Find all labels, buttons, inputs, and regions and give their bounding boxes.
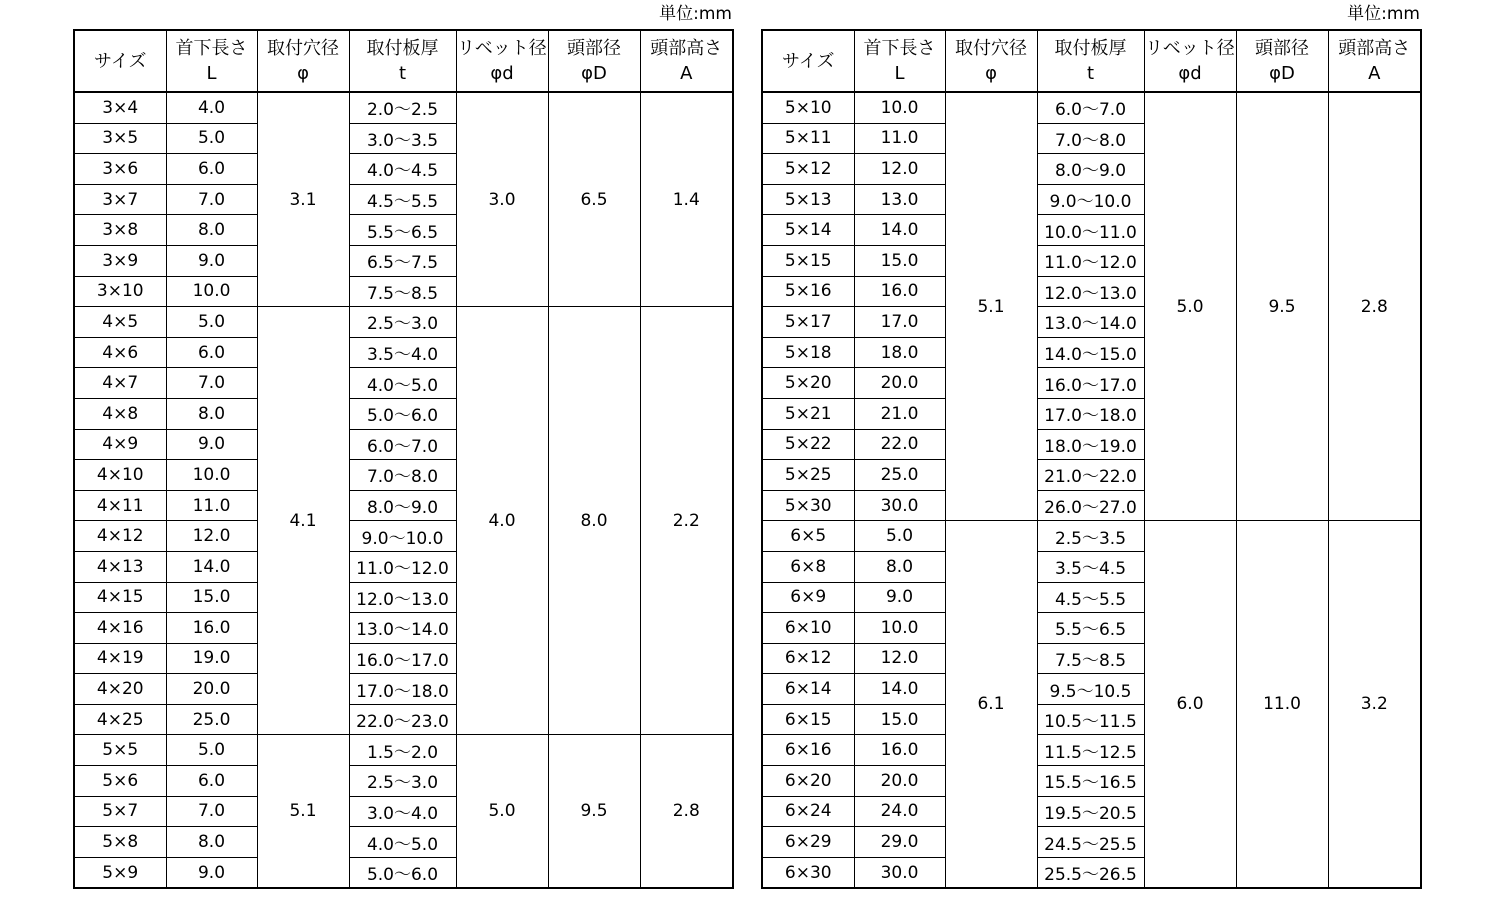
- plate-thickness-cell: 10.0〜11.0: [1037, 215, 1144, 246]
- header-rivet-diameter: リベット径 φd: [456, 30, 548, 92]
- plate-thickness-cell: 11.0〜12.0: [349, 551, 456, 582]
- length-cell: 12.0: [854, 643, 945, 674]
- head-diameter-cell: 6.5: [548, 92, 640, 307]
- plate-thickness-cell: 2.5〜3.0: [349, 307, 456, 338]
- length-cell: 7.0: [166, 368, 257, 399]
- size-cell: 4×11: [74, 490, 166, 521]
- size-cell: 5×5: [74, 735, 166, 766]
- header-plate-thickness: 取付板厚 t: [349, 30, 456, 92]
- length-cell: 5.0: [166, 307, 257, 338]
- size-cell: 5×8: [74, 827, 166, 858]
- size-cell: 3×4: [74, 92, 166, 123]
- length-cell: 14.0: [854, 215, 945, 246]
- plate-thickness-cell: 11.0〜12.0: [1037, 245, 1144, 276]
- size-cell: 6×29: [762, 827, 854, 858]
- length-cell: 15.0: [854, 245, 945, 276]
- size-cell: 3×6: [74, 154, 166, 185]
- size-cell: 5×18: [762, 337, 854, 368]
- length-cell: 10.0: [854, 613, 945, 644]
- size-cell: 5×10: [762, 92, 854, 123]
- size-cell: 5×14: [762, 215, 854, 246]
- header-size: サイズ: [762, 30, 854, 92]
- length-cell: 13.0: [854, 184, 945, 215]
- length-cell: 7.0: [166, 796, 257, 827]
- length-cell: 12.0: [166, 521, 257, 552]
- plate-thickness-cell: 3.5〜4.0: [349, 337, 456, 368]
- unit-label: 単位:mm: [1347, 4, 1420, 24]
- plate-thickness-cell: 10.5〜11.5: [1037, 704, 1144, 735]
- plate-thickness-cell: 19.5〜20.5: [1037, 796, 1144, 827]
- size-cell: 4×25: [74, 704, 166, 735]
- length-cell: 24.0: [854, 796, 945, 827]
- length-cell: 15.0: [166, 582, 257, 613]
- plate-thickness-cell: 2.5〜3.5: [1037, 521, 1144, 552]
- length-cell: 5.0: [166, 735, 257, 766]
- plate-thickness-cell: 14.0〜15.0: [1037, 337, 1144, 368]
- length-cell: 19.0: [166, 643, 257, 674]
- size-cell: 4×15: [74, 582, 166, 613]
- plate-thickness-cell: 7.0〜8.0: [349, 460, 456, 491]
- size-cell: 5×16: [762, 276, 854, 307]
- table-row: [762, 521, 1421, 552]
- size-cell: 4×7: [74, 368, 166, 399]
- plate-thickness-cell: 16.0〜17.0: [1037, 368, 1144, 399]
- plate-thickness-cell: 24.5〜25.5: [1037, 827, 1144, 858]
- size-cell: 4×5: [74, 307, 166, 338]
- length-cell: 5.0: [854, 521, 945, 552]
- size-cell: 4×12: [74, 521, 166, 552]
- length-cell: 25.0: [854, 460, 945, 491]
- header-size: サイズ: [74, 30, 166, 92]
- rivet-diameter-cell: 5.0: [456, 735, 548, 888]
- size-cell: 6×30: [762, 857, 854, 888]
- plate-thickness-cell: 6.0〜7.0: [349, 429, 456, 460]
- table-row: [762, 92, 1421, 123]
- header-head-diameter: 頭部径 φD: [1236, 30, 1328, 92]
- size-cell: 4×20: [74, 674, 166, 705]
- head-height-cell: 3.2: [1328, 521, 1421, 889]
- length-cell: 9.0: [166, 429, 257, 460]
- length-cell: 10.0: [166, 276, 257, 307]
- header-head-height: 頭部高さ A: [1328, 30, 1421, 92]
- size-cell: 5×7: [74, 796, 166, 827]
- length-cell: 9.0: [854, 582, 945, 613]
- hole-diameter-cell: 3.1: [257, 92, 349, 307]
- hole-diameter-cell: 4.1: [257, 307, 349, 735]
- head-height-cell: 2.8: [640, 735, 733, 888]
- table-row: [74, 735, 733, 766]
- size-cell: 5×20: [762, 368, 854, 399]
- size-cell: 6×10: [762, 613, 854, 644]
- size-cell: 5×22: [762, 429, 854, 460]
- spec-table-left: [73, 29, 734, 889]
- length-cell: 16.0: [166, 613, 257, 644]
- length-cell: 10.0: [166, 460, 257, 491]
- length-cell: 20.0: [166, 674, 257, 705]
- size-cell: 4×10: [74, 460, 166, 491]
- length-cell: 11.0: [166, 490, 257, 521]
- size-cell: 4×8: [74, 398, 166, 429]
- size-cell: 5×15: [762, 245, 854, 276]
- length-cell: 9.0: [166, 245, 257, 276]
- header-hole-diameter: 取付穴径 φ: [257, 30, 349, 92]
- plate-thickness-cell: 18.0〜19.0: [1037, 429, 1144, 460]
- plate-thickness-cell: 3.0〜3.5: [349, 123, 456, 154]
- length-cell: 8.0: [166, 827, 257, 858]
- unit-label: 単位:mm: [659, 4, 732, 24]
- plate-thickness-cell: 17.0〜18.0: [349, 674, 456, 705]
- length-cell: 16.0: [854, 735, 945, 766]
- size-cell: 5×25: [762, 460, 854, 491]
- size-cell: 6×12: [762, 643, 854, 674]
- size-cell: 5×17: [762, 307, 854, 338]
- size-cell: 5×12: [762, 154, 854, 185]
- size-cell: 6×15: [762, 704, 854, 735]
- plate-thickness-cell: 17.0〜18.0: [1037, 398, 1144, 429]
- plate-thickness-cell: 3.0〜4.0: [349, 796, 456, 827]
- length-cell: 16.0: [854, 276, 945, 307]
- spec-table-right: [761, 29, 1422, 889]
- plate-thickness-cell: 4.0〜5.0: [349, 827, 456, 858]
- size-cell: 6×16: [762, 735, 854, 766]
- hole-diameter-cell: 5.1: [257, 735, 349, 888]
- plate-thickness-cell: 13.0〜14.0: [349, 613, 456, 644]
- length-cell: 29.0: [854, 827, 945, 858]
- size-cell: 5×13: [762, 184, 854, 215]
- plate-thickness-cell: 7.5〜8.5: [349, 276, 456, 307]
- header-length: 首下長さ L: [854, 30, 945, 92]
- size-cell: 3×7: [74, 184, 166, 215]
- head-diameter-cell: 9.5: [1236, 92, 1328, 521]
- size-cell: 4×9: [74, 429, 166, 460]
- length-cell: 14.0: [854, 674, 945, 705]
- length-cell: 6.0: [166, 154, 257, 185]
- plate-thickness-cell: 15.5〜16.5: [1037, 766, 1144, 797]
- plate-thickness-cell: 5.0〜6.0: [349, 857, 456, 888]
- size-cell: 3×8: [74, 215, 166, 246]
- plate-thickness-cell: 8.0〜9.0: [349, 490, 456, 521]
- size-cell: 6×20: [762, 766, 854, 797]
- size-cell: 5×30: [762, 490, 854, 521]
- plate-thickness-cell: 22.0〜23.0: [349, 704, 456, 735]
- plate-thickness-cell: 4.5〜5.5: [349, 184, 456, 215]
- size-cell: 3×10: [74, 276, 166, 307]
- table-row: [74, 92, 733, 123]
- length-cell: 8.0: [166, 398, 257, 429]
- length-cell: 25.0: [166, 704, 257, 735]
- size-cell: 3×9: [74, 245, 166, 276]
- header-plate-thickness: 取付板厚 t: [1037, 30, 1144, 92]
- plate-thickness-cell: 9.0〜10.0: [1037, 184, 1144, 215]
- table-row: [74, 307, 733, 338]
- plate-thickness-cell: 4.5〜5.5: [1037, 582, 1144, 613]
- header-length: 首下長さ L: [166, 30, 257, 92]
- length-cell: 10.0: [854, 92, 945, 123]
- header-row: [74, 30, 733, 92]
- head-diameter-cell: 9.5: [548, 735, 640, 888]
- size-cell: 5×11: [762, 123, 854, 154]
- length-cell: 20.0: [854, 368, 945, 399]
- plate-thickness-cell: 3.5〜4.5: [1037, 551, 1144, 582]
- length-cell: 4.0: [166, 92, 257, 123]
- size-cell: 4×16: [74, 613, 166, 644]
- plate-thickness-cell: 5.0〜6.0: [349, 398, 456, 429]
- head-diameter-cell: 8.0: [548, 307, 640, 735]
- plate-thickness-cell: 5.5〜6.5: [349, 215, 456, 246]
- length-cell: 18.0: [854, 337, 945, 368]
- hole-diameter-cell: 6.1: [945, 521, 1037, 889]
- length-cell: 12.0: [854, 154, 945, 185]
- rivet-diameter-cell: 4.0: [456, 307, 548, 735]
- length-cell: 21.0: [854, 398, 945, 429]
- size-cell: 5×6: [74, 766, 166, 797]
- size-cell: 6×14: [762, 674, 854, 705]
- plate-thickness-cell: 26.0〜27.0: [1037, 490, 1144, 521]
- size-cell: 5×9: [74, 857, 166, 888]
- plate-thickness-cell: 6.0〜7.0: [1037, 92, 1144, 123]
- head-height-cell: 2.2: [640, 307, 733, 735]
- plate-thickness-cell: 25.5〜26.5: [1037, 857, 1144, 888]
- plate-thickness-cell: 6.5〜7.5: [349, 245, 456, 276]
- length-cell: 9.0: [166, 857, 257, 888]
- plate-thickness-cell: 1.5〜2.0: [349, 735, 456, 766]
- length-cell: 22.0: [854, 429, 945, 460]
- length-cell: 17.0: [854, 307, 945, 338]
- size-cell: 5×21: [762, 398, 854, 429]
- plate-thickness-cell: 2.5〜3.0: [349, 766, 456, 797]
- length-cell: 15.0: [854, 704, 945, 735]
- plate-thickness-cell: 2.0〜2.5: [349, 92, 456, 123]
- plate-thickness-cell: 5.5〜6.5: [1037, 613, 1144, 644]
- size-cell: 4×13: [74, 551, 166, 582]
- length-cell: 30.0: [854, 490, 945, 521]
- rivet-diameter-cell: 5.0: [1144, 92, 1236, 521]
- length-cell: 8.0: [854, 551, 945, 582]
- header-head-diameter: 頭部径 φD: [548, 30, 640, 92]
- length-cell: 14.0: [166, 551, 257, 582]
- header-hole-diameter: 取付穴径 φ: [945, 30, 1037, 92]
- length-cell: 6.0: [166, 766, 257, 797]
- plate-thickness-cell: 12.0〜13.0: [349, 582, 456, 613]
- rivet-diameter-cell: 6.0: [1144, 521, 1236, 889]
- length-cell: 20.0: [854, 766, 945, 797]
- length-cell: 8.0: [166, 215, 257, 246]
- plate-thickness-cell: 8.0〜9.0: [1037, 154, 1144, 185]
- size-cell: 6×9: [762, 582, 854, 613]
- size-cell: 4×6: [74, 337, 166, 368]
- head-height-cell: 1.4: [640, 92, 733, 307]
- size-cell: 6×5: [762, 521, 854, 552]
- plate-thickness-cell: 9.0〜10.0: [349, 521, 456, 552]
- plate-thickness-cell: 7.5〜8.5: [1037, 643, 1144, 674]
- size-cell: 3×5: [74, 123, 166, 154]
- rivet-diameter-cell: 3.0: [456, 92, 548, 307]
- length-cell: 30.0: [854, 857, 945, 888]
- size-cell: 6×24: [762, 796, 854, 827]
- plate-thickness-cell: 21.0〜22.0: [1037, 460, 1144, 491]
- head-height-cell: 2.8: [1328, 92, 1421, 521]
- plate-thickness-cell: 12.0〜13.0: [1037, 276, 1144, 307]
- header-row: [762, 30, 1421, 92]
- size-cell: 4×19: [74, 643, 166, 674]
- plate-thickness-cell: 7.0〜8.0: [1037, 123, 1144, 154]
- hole-diameter-cell: 5.1: [945, 92, 1037, 521]
- head-diameter-cell: 11.0: [1236, 521, 1328, 889]
- length-cell: 5.0: [166, 123, 257, 154]
- header-head-height: 頭部高さ A: [640, 30, 733, 92]
- header-rivet-diameter: リベット径 φd: [1144, 30, 1236, 92]
- plate-thickness-cell: 11.5〜12.5: [1037, 735, 1144, 766]
- plate-thickness-cell: 4.0〜4.5: [349, 154, 456, 185]
- length-cell: 7.0: [166, 184, 257, 215]
- length-cell: 11.0: [854, 123, 945, 154]
- plate-thickness-cell: 4.0〜5.0: [349, 368, 456, 399]
- length-cell: 6.0: [166, 337, 257, 368]
- plate-thickness-cell: 9.5〜10.5: [1037, 674, 1144, 705]
- plate-thickness-cell: 13.0〜14.0: [1037, 307, 1144, 338]
- size-cell: 6×8: [762, 551, 854, 582]
- plate-thickness-cell: 16.0〜17.0: [349, 643, 456, 674]
